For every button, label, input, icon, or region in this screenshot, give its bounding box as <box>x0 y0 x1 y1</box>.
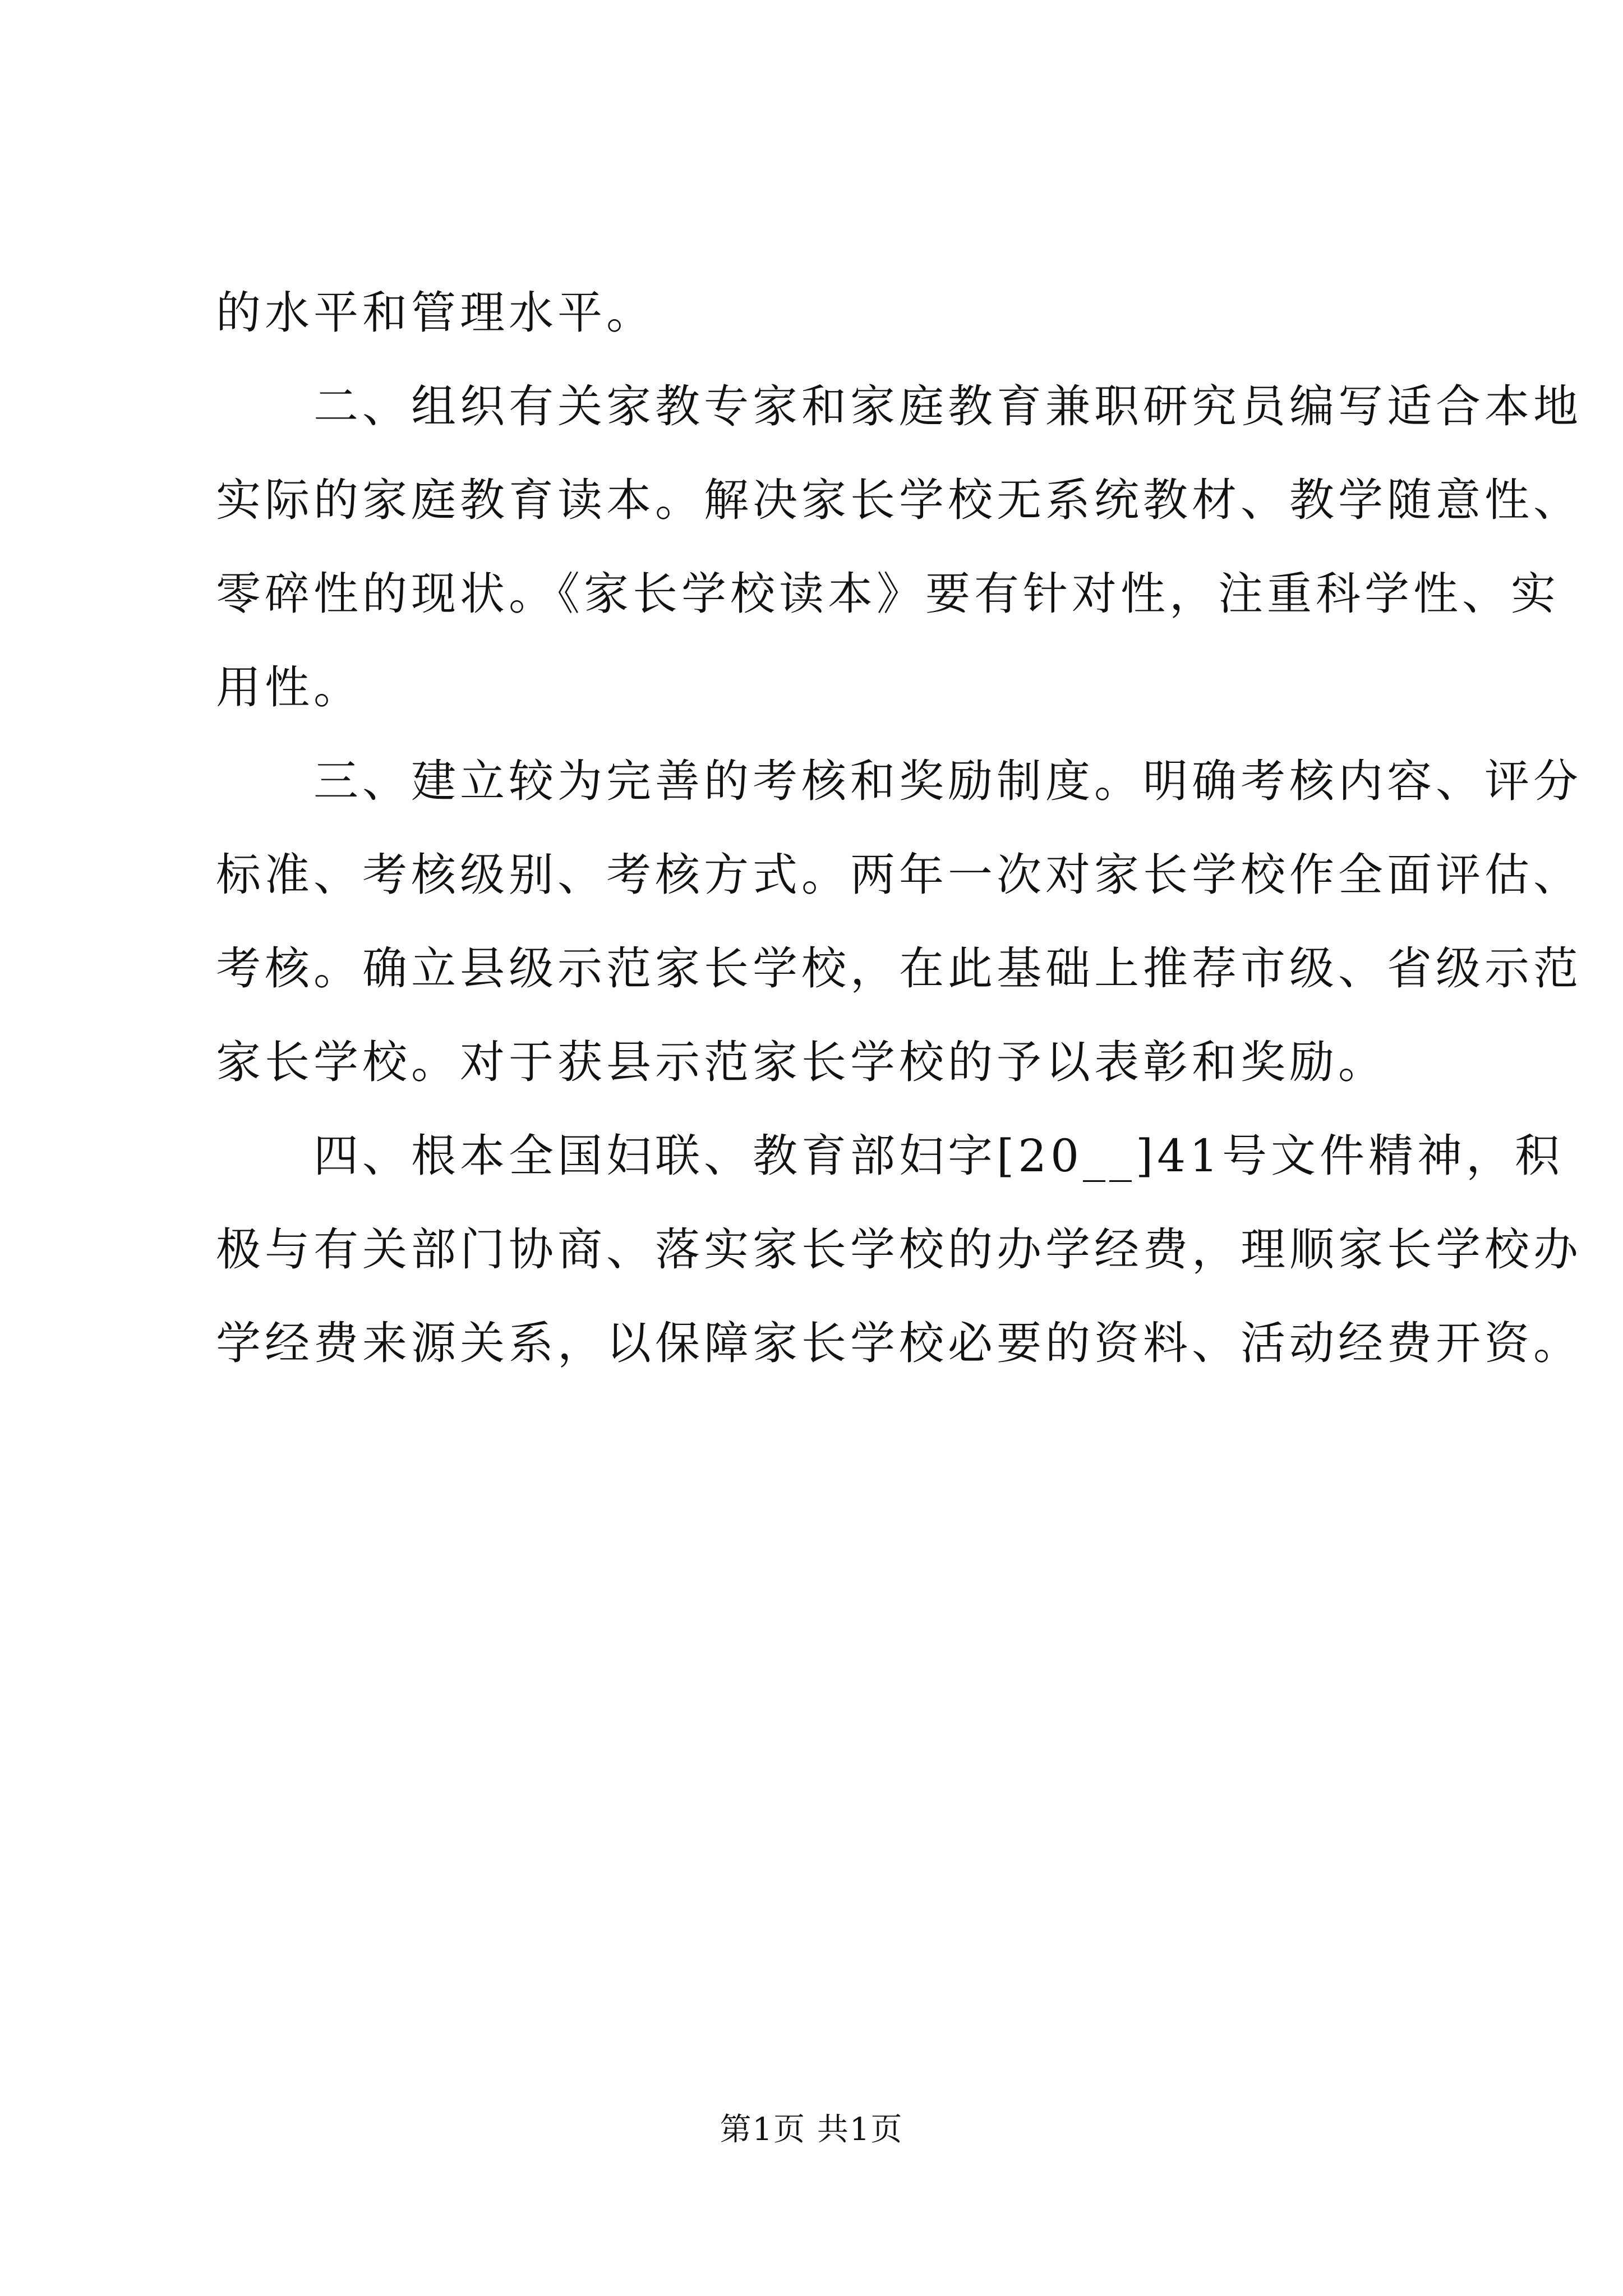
text-line: 家长学校。对于获县示范家长学校的予以表彰和奖励。 <box>216 1036 1387 1088</box>
text-line: 极与有关部门协商、落实家长学校的办学经费，理顺家长学校办 <box>216 1223 1582 1276</box>
document-body <box>216 266 1582 1390</box>
text-line: 二、组织有关家教专家和家庭教育兼职研究员编写适合本地 <box>313 380 1582 432</box>
text-line: 三、建立较为完善的考核和奖励制度。明确考核内容、评分 <box>313 755 1582 807</box>
paragraph-item-3 <box>216 734 1582 1109</box>
text-line: 四、根本全国妇联、教育部妇字[20__]41号文件精神，积 <box>313 1130 1564 1182</box>
text-line: 用性。 <box>216 661 362 714</box>
text-line: 实际的家庭教育读本。解决家长学校无系统教材、教学随意性、 <box>216 474 1582 526</box>
page-footer: 第1页 共1页 <box>720 2111 903 2148</box>
text-line: 考核。确立县级示范家长学校，在此基础上推荐市级、省级示范 <box>216 942 1582 995</box>
paragraph-continuation <box>216 266 1438 360</box>
text-line: 零碎性的现状。《家长学校读本》要有针对性，注重科学性、实 <box>216 568 1560 620</box>
text-line: 的水平和管理水平。 <box>216 287 655 339</box>
paragraph-item-2 <box>216 360 1582 734</box>
paragraph-item-4 <box>216 1109 1582 1390</box>
text-line: 标准、考核级别、考核方式。两年一次对家长学校作全面评估、 <box>216 849 1582 901</box>
text-line: 学经费来源关系，以保障家长学校必要的资料、活动经费开资。 <box>216 1317 1582 1369</box>
